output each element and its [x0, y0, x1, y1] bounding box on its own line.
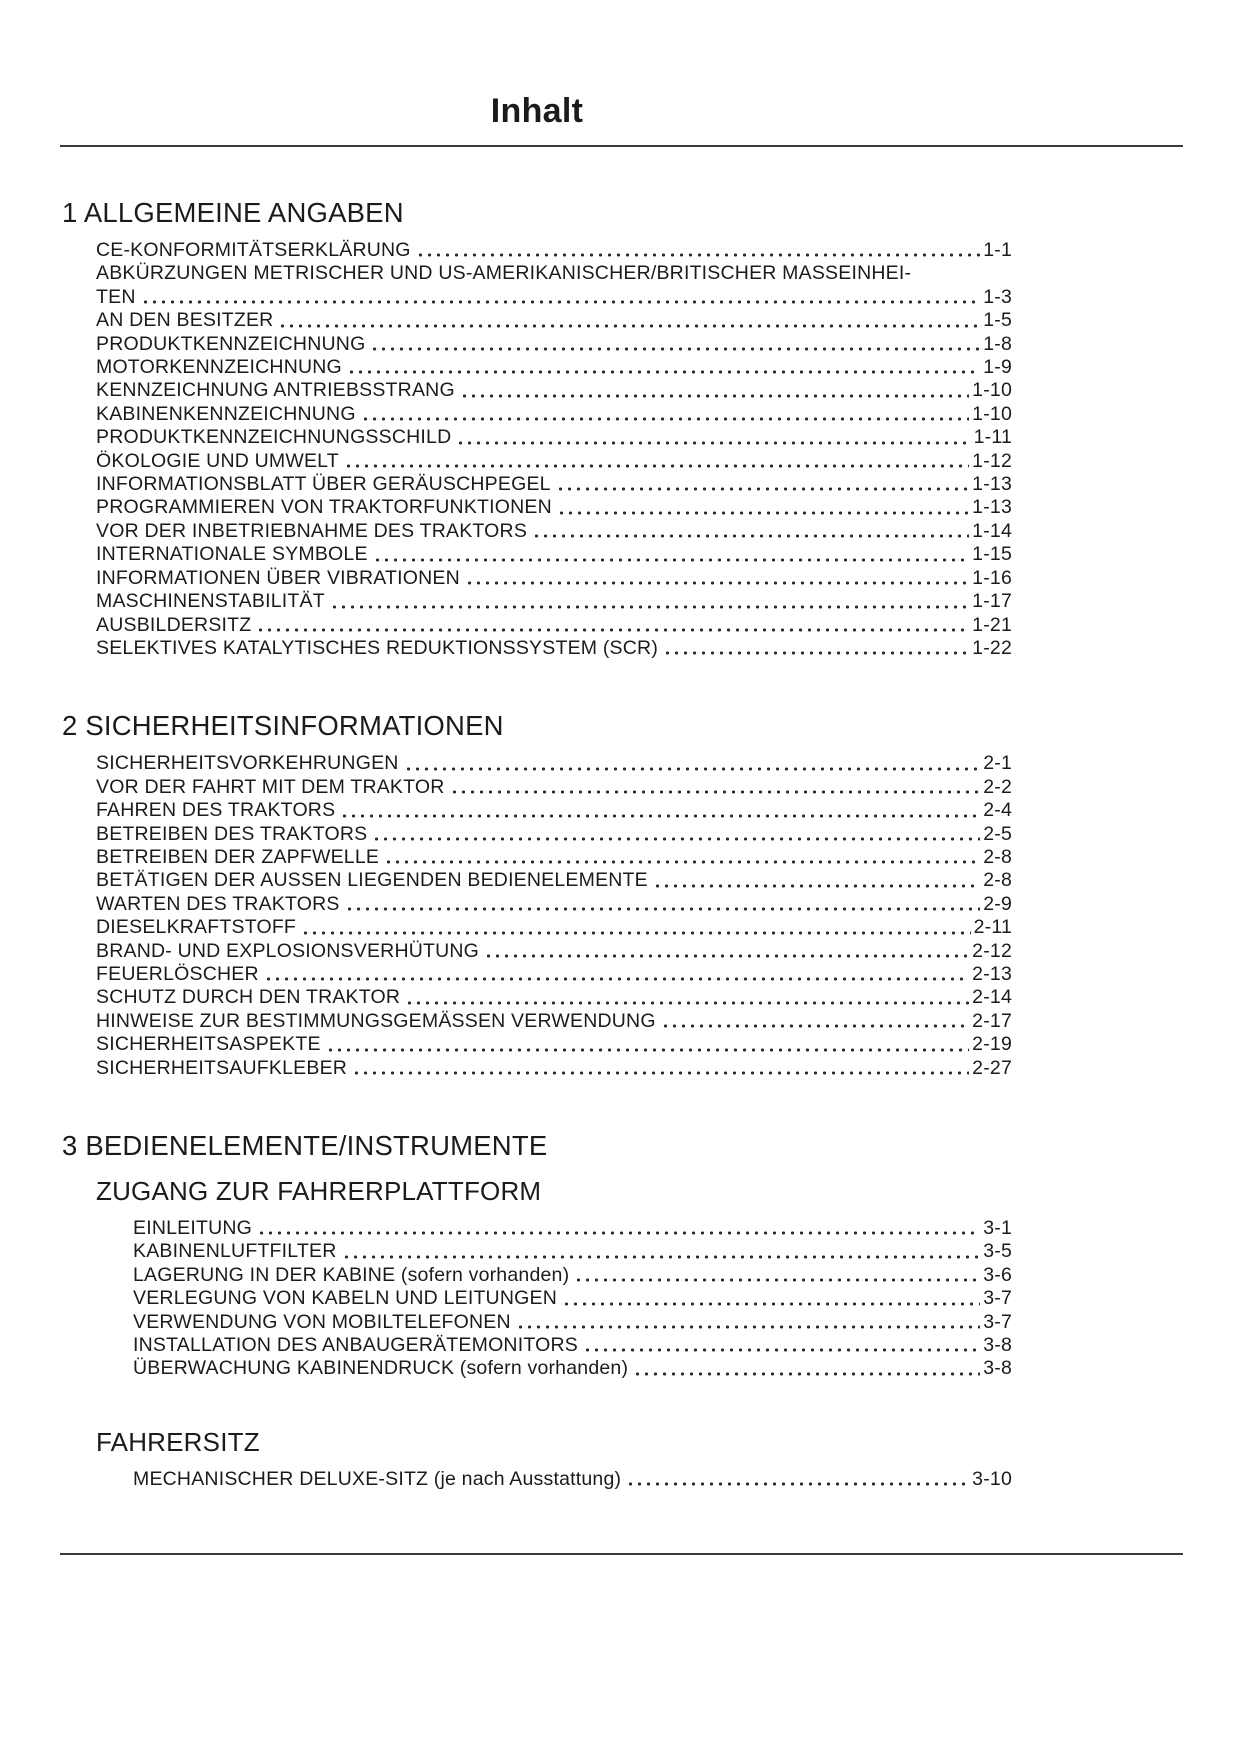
toc-entry-label: VOR DER FAHRT MIT DEM TRAKTOR: [96, 775, 445, 798]
toc-entry-label: FEUERLÖSCHER: [96, 962, 259, 985]
toc-entry: [96, 426, 1012, 449]
dot-leader: [342, 454, 969, 474]
toc-entry-line: [96, 846, 1012, 869]
toc-entry-page: 1-11: [973, 426, 1012, 449]
toc-entry: [96, 262, 1012, 309]
toc-entry-page: 1-15: [972, 543, 1012, 566]
toc-entry-label: BETÄTIGEN DER AUSSEN LIEGENDEN BEDIENELEMENTE: [96, 869, 648, 892]
toc-entry-page: 2-4: [983, 799, 1012, 822]
toc-entry-page: 3-8: [983, 1334, 1012, 1357]
dot-leader: [403, 990, 969, 1010]
dot-leader: [651, 873, 980, 893]
toc-entry-label: CE-KONFORMITÄTSERKLÄRUNG: [96, 239, 411, 261]
toc-entry: [96, 963, 1012, 986]
toc-entry-label: BETREIBEN DES TRAKTORS: [96, 822, 368, 845]
toc-entry: [96, 986, 1012, 1009]
dot-leader: [276, 313, 980, 333]
toc-entry-page: 1-3: [983, 285, 1012, 308]
dot-leader: [560, 1291, 980, 1311]
toc-entry-label: KABINENLUFTFILTER: [133, 1240, 337, 1263]
toc-entry-line: [96, 752, 1012, 775]
dot-leader: [350, 1061, 969, 1081]
toc-entry-page: 3-10: [972, 1467, 1012, 1490]
toc-entry-label: BRAND- UND EXPLOSIONSVERHÜTUNG: [96, 939, 480, 962]
toc-entry-page: 1-17: [972, 590, 1012, 613]
dot-leader: [368, 337, 980, 357]
toc-entry: [96, 567, 1012, 590]
dot-leader: [338, 803, 980, 823]
dot-leader: [554, 477, 969, 497]
dot-leader: [659, 1014, 969, 1034]
toc-entry-line: [96, 916, 1012, 939]
toc-entry-line: [96, 637, 1012, 660]
toc-entry-page: 3-6: [983, 1263, 1012, 1286]
toc-entry-label: SELEKTIVES KATALYTISCHES REDUKTIONSSYSTEM (SCR): [96, 636, 659, 659]
dot-leader: [328, 594, 969, 614]
toc-entry-line: [96, 893, 1012, 916]
toc-entry-line: [96, 496, 1012, 519]
toc-entry-line: [96, 776, 1012, 799]
toc-entry-line: [96, 520, 1012, 543]
toc-entry-page: 2-5: [983, 822, 1012, 845]
dot-leader: [370, 826, 980, 846]
toc-entry-line: [96, 426, 1012, 449]
toc-entry-line: [96, 356, 1012, 379]
toc-entry-page: 2-8: [983, 869, 1012, 892]
toc-entry-label: PROGRAMMIEREN VON TRAKTORFUNKTIONEN: [96, 496, 552, 519]
toc-entry: [133, 1357, 1012, 1380]
toc-entry: [96, 1010, 1012, 1033]
toc-entry-line: [96, 567, 1012, 590]
dot-leader: [414, 243, 981, 263]
toc-entry: [133, 1240, 1012, 1263]
toc-entry: [96, 590, 1012, 613]
dot-leader: [581, 1338, 980, 1358]
toc-entry-line: [133, 1217, 1012, 1240]
toc-entry-label: INSTALLATION DES ANBAUGERÄTEMONITORS: [133, 1334, 578, 1357]
toc-entry: [96, 869, 1012, 892]
dot-leader: [458, 383, 969, 403]
toc-entry-line: [133, 1264, 1012, 1287]
toc-entry-page: 3-7: [983, 1287, 1012, 1310]
toc-entry: [96, 940, 1012, 963]
toc-entry-page: 2-27: [972, 1056, 1012, 1079]
toc-entry-label: BETREIBEN DER ZAPFWELLE: [96, 845, 380, 868]
toc-entry: [96, 614, 1012, 637]
toc-entry-page: 1-13: [972, 496, 1012, 519]
toc: [62, 197, 1012, 1491]
toc-entry: [96, 356, 1012, 379]
toc-entry: [96, 450, 1012, 473]
toc-entry-label: SICHERHEITSASPEKTE: [96, 1033, 321, 1056]
toc-entry-label: LAGERUNG IN DER KABINE (sofern vorhanden): [133, 1263, 570, 1286]
toc-entry-label: MASCHINENSTABILITÄT: [96, 590, 325, 613]
toc-entry-label: HINWEISE ZUR BESTIMMUNGSGEMÄSSEN VERWENDUNG: [96, 1009, 656, 1032]
toc-entry-label: ÜBERWACHUNG KABINENDRUCK (sofern vorhanden): [133, 1357, 629, 1380]
toc-entry-label: SICHERHEITSVORKEHRUNGEN: [96, 752, 399, 775]
page-title: Inhalt: [490, 92, 584, 130]
toc-entry-label: INFORMATIONSBLATT ÜBER GERÄUSCHPEGEL: [96, 473, 551, 496]
toc-entry-line: [96, 1010, 1012, 1033]
toc-entry-line: [96, 473, 1012, 496]
toc-entry: [96, 799, 1012, 822]
toc-entry-page: 1-10: [972, 379, 1012, 402]
toc-entry-page: 2-17: [972, 1009, 1012, 1032]
toc-entry-page: 2-14: [972, 986, 1012, 1009]
toc-entry-label: ÖKOLOGIE UND UMWELT: [96, 449, 339, 472]
toc-entry-label: VERLEGUNG VON KABELN UND LEITUNGEN: [133, 1287, 557, 1310]
section-heading: 3 BEDIENELEMENTE/INSTRUMENTE: [62, 1130, 548, 1161]
toc-entry: [96, 309, 1012, 332]
toc-entry-label: INTERNATIONALE SYMBOLE: [96, 543, 368, 566]
toc-entry-line: [96, 590, 1012, 613]
toc-entry-line: [133, 1468, 1012, 1491]
toc-entry-page: 1-1: [983, 239, 1012, 261]
section-heading: 2 SICHERHEITSINFORMATIONEN: [62, 710, 504, 742]
dot-leader: [463, 571, 969, 591]
toc-entry-page: 3-7: [983, 1310, 1012, 1333]
toc-entry-label: PRODUKTKENNZEICHNUNGSSCHILD: [96, 426, 452, 449]
dot-leader: [359, 407, 969, 427]
toc-entry-label: EINLEITUNG: [133, 1217, 253, 1239]
dot-leader: [299, 920, 971, 940]
toc-entry: [96, 496, 1012, 519]
toc-entry: [133, 1311, 1012, 1334]
toc-entry-label: DIESELKRAFTSTOFF: [96, 916, 297, 939]
toc-entry-page: 2-2: [983, 775, 1012, 798]
dot-leader: [139, 290, 981, 310]
toc-entry-line: [96, 799, 1012, 822]
toc-entry-line: [96, 379, 1012, 402]
dot-leader: [371, 547, 969, 567]
toc-entry-line: [133, 1311, 1012, 1334]
toc-entry: [133, 1468, 1012, 1491]
toc-entry: [96, 333, 1012, 356]
dot-leader: [631, 1361, 980, 1381]
toc-entry-line: [133, 1287, 1012, 1310]
toc-entry-line: [96, 940, 1012, 963]
dot-leader: [482, 943, 969, 963]
toc-entry-label: WARTEN DES TRAKTORS: [96, 892, 340, 915]
toc-entry-wrapped-text: ABKÜRZUNGEN METRISCHER UND US-AMERIKANISCHER/BRITISCHER MASSEINHEI-: [96, 262, 912, 285]
toc-entry-line: [96, 869, 1012, 892]
dot-leader: [454, 430, 970, 450]
toc-entry-line: [96, 543, 1012, 566]
toc-entry: [96, 1033, 1012, 1056]
toc-entry: [96, 846, 1012, 869]
toc-entry-page: 2-1: [983, 752, 1012, 775]
toc-entry: [96, 520, 1012, 543]
dot-leader: [262, 967, 969, 987]
toc-entry-label: TEN: [96, 285, 136, 308]
toc-entry-page: 1-5: [983, 309, 1012, 332]
toc-entry: [133, 1264, 1012, 1287]
toc-entry: [96, 239, 1012, 262]
toc-entry-label: PRODUKTKENNZEICHNUNG: [96, 332, 366, 355]
toc-entry: [133, 1334, 1012, 1357]
top-divider: [60, 145, 1183, 147]
toc-entry: [96, 473, 1012, 496]
subsection-heading: FAHRERSITZ: [96, 1426, 260, 1457]
toc-entry-page: 1-22: [972, 636, 1012, 659]
toc-entry-page: 1-16: [972, 566, 1012, 589]
toc-entry: [96, 379, 1012, 402]
toc-entry-page: 1-21: [972, 613, 1012, 636]
dot-leader: [345, 360, 980, 380]
toc-entry: [133, 1287, 1012, 1310]
toc-entry-line: [96, 239, 1012, 262]
toc-entry-page: 2-11: [973, 916, 1012, 939]
toc-entry-page: 2-9: [983, 892, 1012, 915]
toc-entry: [96, 637, 1012, 660]
toc-entry-label: FAHREN DES TRAKTORS: [96, 799, 336, 822]
dot-leader: [572, 1268, 980, 1288]
toc-entry-label: KABINENKENNZEICHNUNG: [96, 402, 356, 425]
subsection-heading: ZUGANG ZUR FAHRERPLATTFORM: [96, 1176, 542, 1206]
bottom-divider: [60, 1553, 1183, 1555]
toc-entry-line: [96, 450, 1012, 473]
toc-entry: [96, 893, 1012, 916]
toc-entry-page: 2-13: [972, 962, 1012, 985]
section-heading: 1 ALLGEMEINE ANGABEN: [62, 197, 404, 228]
dot-leader: [255, 1221, 980, 1241]
toc-entry-page: 1-13: [972, 473, 1012, 496]
toc-entry-label: AUSBILDERSITZ: [96, 613, 252, 636]
toc-entry-line: [96, 1057, 1012, 1080]
toc-entry: [96, 823, 1012, 846]
dot-leader: [624, 1472, 969, 1492]
dot-leader: [343, 897, 981, 917]
toc-entry-line: [96, 333, 1012, 356]
toc-entry-label: SICHERHEITSAUFKLEBER: [96, 1056, 348, 1079]
dot-leader: [382, 850, 980, 870]
toc-entry: [96, 403, 1012, 426]
dot-leader: [254, 617, 969, 637]
toc-entry-page: 2-8: [983, 845, 1012, 868]
toc-entry-page: 3-8: [983, 1357, 1012, 1380]
toc-entry-page: 3-5: [983, 1240, 1012, 1263]
toc-entry-line: [133, 1240, 1012, 1263]
toc-entry: [96, 543, 1012, 566]
toc-entry-label: KENNZEICHNUNG ANTRIEBSSTRANG: [96, 379, 455, 402]
dot-leader: [340, 1244, 981, 1264]
toc-entry-page: 1-9: [983, 356, 1012, 379]
dot-leader: [555, 500, 969, 520]
toc-entry-label: MECHANISCHER DELUXE-SITZ (je nach Ausstattung): [133, 1467, 622, 1490]
toc-entry-page: 1-12: [972, 449, 1012, 472]
toc-entry-line: [133, 1357, 1012, 1380]
dot-leader: [661, 641, 969, 661]
toc-entry-label: INFORMATIONEN ÜBER VIBRATIONEN: [96, 566, 460, 589]
toc-entry-label: VERWENDUNG VON MOBILTELEFONEN: [133, 1310, 511, 1333]
toc-entry-label: MOTORKENNZEICHNUNG: [96, 356, 342, 379]
toc-entry-page: 3-1: [983, 1217, 1012, 1239]
toc-entry-page: 1-14: [972, 519, 1012, 542]
toc-entry-label: AN DEN BESITZER: [96, 309, 274, 332]
toc-entry-label: VOR DER INBETRIEBNAHME DES TRAKTORS: [96, 519, 528, 542]
toc-entry-page: 2-19: [972, 1033, 1012, 1056]
dot-leader: [448, 780, 981, 800]
toc-entry-line: [96, 986, 1012, 1009]
toc-entry-page: 1-10: [972, 402, 1012, 425]
toc-entry: [96, 776, 1012, 799]
toc-entry-line: [96, 286, 1012, 309]
toc-entry-line: [96, 614, 1012, 637]
toc-entry: [133, 1217, 1012, 1240]
toc-entry-line: [96, 823, 1012, 846]
toc-entry-line: [133, 1334, 1012, 1357]
toc-entry-label: SCHUTZ DURCH DEN TRAKTOR: [96, 986, 401, 1009]
dot-leader: [530, 524, 969, 544]
dot-leader: [402, 756, 981, 776]
toc-entry-line: [96, 403, 1012, 426]
dot-leader: [324, 1037, 970, 1057]
toc-entry-line: [96, 309, 1012, 332]
toc-entry: [96, 1057, 1012, 1080]
toc-entry-page: 2-12: [972, 939, 1012, 962]
toc-entry-line: [96, 1033, 1012, 1056]
toc-entry: [96, 916, 1012, 939]
toc-entry-page: 1-8: [983, 332, 1012, 355]
toc-entry: [96, 752, 1012, 775]
dot-leader: [514, 1315, 980, 1335]
toc-entry-line: [96, 963, 1012, 986]
